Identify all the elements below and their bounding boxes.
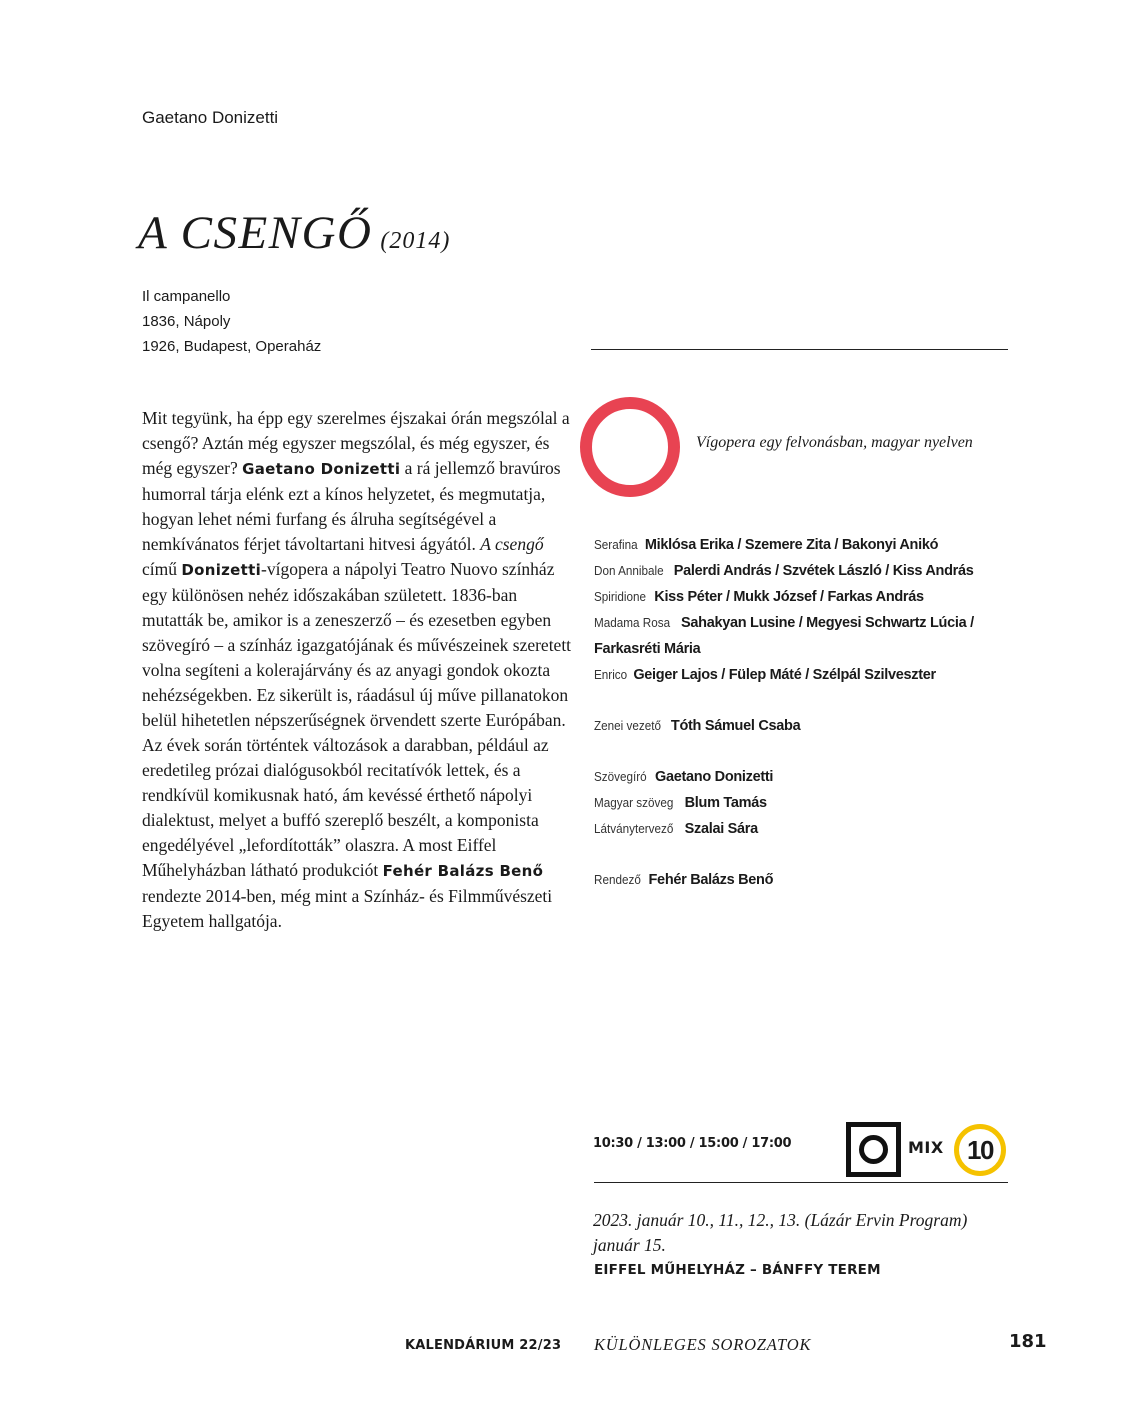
- cast-role: Madama Rosa: [594, 615, 671, 630]
- composer-name: Gaetano Donizetti: [142, 108, 279, 127]
- cast-names: Miklósa Erika / Szemere Zita / Bakonyi Anikó: [644, 537, 939, 553]
- crew-name: Fehér Balázs Benő: [648, 872, 774, 888]
- spacer: [594, 842, 1014, 867]
- page-number: 181: [1009, 1331, 1047, 1352]
- crew-name: Blum Tamás: [684, 795, 767, 811]
- cast-role: Serafina: [594, 537, 638, 552]
- cast-row: [594, 558, 1014, 584]
- crew-role: Látványtervező: [594, 821, 674, 836]
- title-text: A CSENGŐ: [138, 207, 373, 259]
- cast-names: Palerdi András / Szvétek László / Kiss András: [673, 563, 974, 579]
- description-bold-composer: Gaetano Donizetti: [242, 460, 401, 478]
- description-part: rendezte 2014-ben, még mint a Színház- és Filmművészeti Egyetem hallgatója.: [142, 886, 553, 931]
- cast-row: [594, 662, 1014, 688]
- description-italic-title: A csengő: [480, 534, 544, 554]
- description-bold-director: Fehér Balázs Benő: [382, 862, 544, 880]
- crew-role: Zenei vezető: [594, 718, 661, 733]
- spacer: [594, 688, 1014, 713]
- cast-row: [594, 610, 1014, 636]
- opera-title: [138, 206, 450, 260]
- footer-section: KÜLÖNLEGES SOROZATOK: [594, 1335, 812, 1354]
- crew-row-hungarian-text: [594, 790, 1014, 816]
- description-part: című: [142, 559, 182, 579]
- dates-line: 2023. január 10., 11., 12., 13. (Lázár Ervin Program): [593, 1210, 968, 1230]
- cast-role: Spiridione: [594, 589, 647, 604]
- description-text: [142, 406, 572, 934]
- description-bold-composer: Donizetti: [181, 561, 262, 579]
- mix-label: MIX: [908, 1138, 944, 1157]
- age-rating-badge: 10: [954, 1124, 1006, 1176]
- top-divider: [591, 349, 1008, 350]
- original-title: Il campanello: [142, 288, 231, 305]
- cast-row-continued: [594, 636, 1014, 662]
- crew-role: Rendező: [594, 872, 641, 887]
- footer-publication: KALENDÁRIUM 22/23: [405, 1338, 562, 1353]
- crew-role: Magyar szöveg: [594, 795, 674, 810]
- title-year: (2014): [380, 228, 451, 254]
- budapest-premiere: 1926, Budapest, Operaház: [142, 338, 322, 355]
- crew-name: Tóth Sámuel Csaba: [670, 718, 801, 734]
- cast-row: [594, 584, 1014, 610]
- crew-name: Gaetano Donizetti: [655, 769, 774, 785]
- venue: EIFFEL MŰHELYHÁZ – BÁNFFY TEREM: [594, 1262, 881, 1278]
- opera-logo-icon: [846, 1122, 901, 1177]
- spacer: [594, 739, 1014, 764]
- performance-dates: [593, 1208, 967, 1258]
- schedule-divider: [594, 1182, 1008, 1183]
- show-times: 10:30 / 13:00 / 15:00 / 17:00: [593, 1136, 792, 1151]
- cast-names: Kiss Péter / Mukk József / Farkas András: [654, 589, 924, 605]
- dates-line: január 15.: [593, 1235, 666, 1255]
- cast-role: Don Annibale: [594, 563, 664, 578]
- premiere-info: [142, 284, 321, 359]
- red-circle-ornament: [580, 397, 680, 497]
- logo-ring: [859, 1135, 888, 1164]
- crew-row-designer: [594, 816, 1014, 842]
- crew-row-libretto: [594, 764, 1014, 790]
- description-part: a rá jellemző bravúros humorral tárja elénk ezt a kínos helyzetet, és megmutatja, hogyan lehet némi furfang és álruha segítségével a nemkívánatos férjet távoltartani hitvesi ágyától.: [142, 458, 561, 554]
- genre-label: Vígopera egy felvonásban, magyar nyelven: [696, 434, 973, 451]
- crew-row-conductor: [594, 713, 1014, 739]
- crew-role: Szövegíró: [594, 769, 647, 784]
- cast-role: Enrico: [594, 667, 628, 682]
- cast-names: Sahakyan Lusine / Megyesi Schwartz Lúcia /: [681, 615, 974, 631]
- crew-name: Szalai Sára: [684, 821, 758, 837]
- cast-list: [594, 532, 1014, 893]
- cast-row: [594, 532, 1014, 558]
- crew-row-director: [594, 867, 1014, 893]
- cast-names: Farkasréti Mária: [594, 641, 701, 657]
- world-premiere: 1836, Nápoly: [142, 313, 231, 330]
- description-part: Mit tegyünk, ha épp egy szerelmes éjszakai órán megszólal a csengő? Aztán még egyszer megszólal, és még egyszer, és még egyszer?: [142, 408, 570, 478]
- cast-names: Geiger Lajos / Fülep Máté / Szélpál Szilveszter: [633, 667, 936, 683]
- description-part: -vígopera a nápolyi Teatro Nuovo színház egy különösen nehéz időszakában született. 1836-ban mutatták be, amikor is a zeneszerző – és ezesetben egyben szövegíró – a színház igazgatójának és művészeinek szeretett volna segíteni a kolerajárvány és az anyagi gondok okozta nehézségekben. Ez sikerült is, ráadásul új műve pillanatokon belül hihetetlen népszerűségnek örvendett szerte Európában. Az évek során történtek változások a darabban, például az eredetileg prózai dialógusokból recitatívók lettek, és a rendkívül komikusnak ható, ám kevéssé érthető nápolyi dialektust, melyet a buffó szereplő beszélt, a komponista engedélyével „lefordították” olaszra. A most Eiffel Műhelyházban látható produkciót: [142, 559, 572, 880]
